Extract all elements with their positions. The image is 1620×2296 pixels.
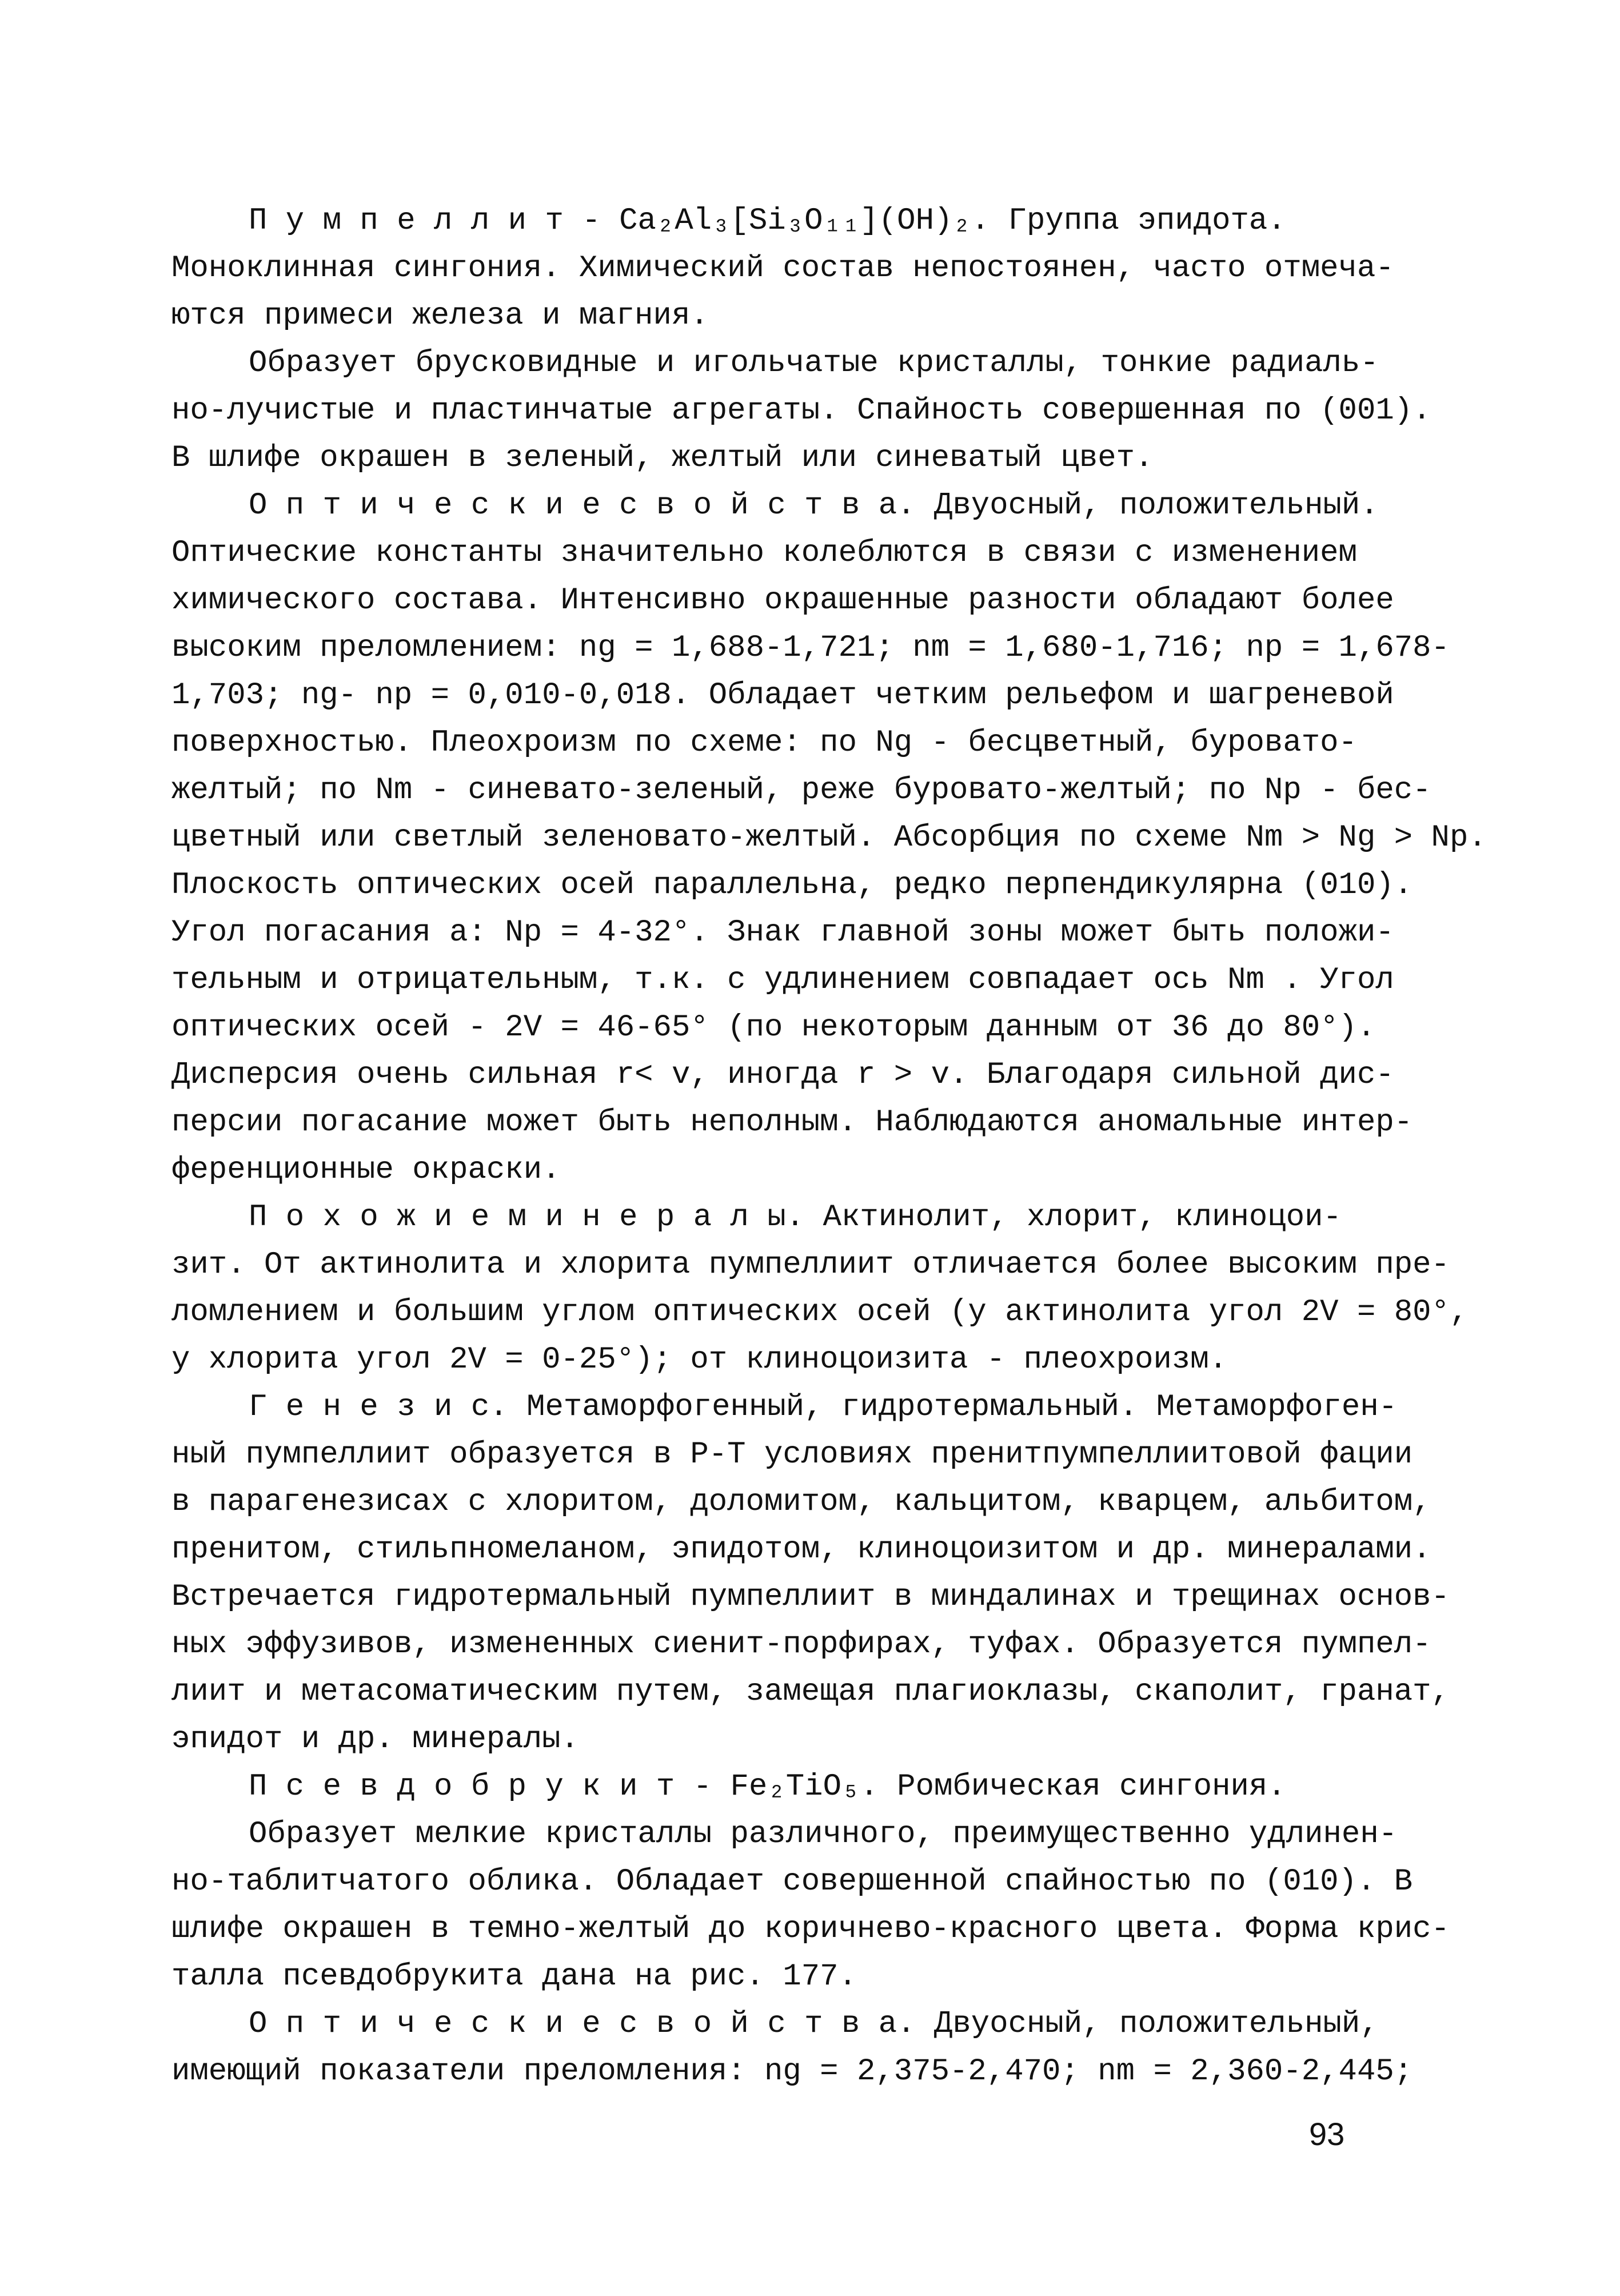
text-line: эпидот и др. минералы.	[171, 1722, 579, 1757]
text-line: П о х о ж и е м и н е р а л ы. Актинолит, хлорит, клиноцои-	[249, 1200, 1342, 1235]
text-line: в парагенезисах с хлоритом, доломитом, кальцитом, кварцем, альбитом,	[171, 1485, 1431, 1520]
text-line: Дисперсия очень сильная r< v, иногда r > v. Благодаря сильной дис-	[171, 1058, 1394, 1093]
text-line: персии погасание может быть неполным. Наблюдаются аномальные интер-	[171, 1105, 1413, 1140]
text-line: химического состава. Интенсивно окрашенные разности обладают более	[171, 583, 1394, 618]
text-line: желтый; по Nm - синевато-зеленый, реже буровато-желтый; по Np - бес-	[171, 773, 1431, 808]
text-line: Встречается гидротермальный пумпеллиит в миндалинах и трещинах основ-	[171, 1580, 1450, 1615]
document-text	[171, 197, 1487, 2095]
text-line: лиит и метасоматическим путем, замещая плагиоклазы, скаполит, гранат,	[171, 1675, 1450, 1709]
text-line: В шлифе окрашен в зеленый, желтый или синеватый цвет.	[171, 441, 1154, 476]
text-line: П у м п е л л и т - Ca₂Al₃[Si₃O₁₁](OH)₂. Группа эпидота.	[249, 204, 1286, 238]
text-line: ются примеси железа и магния.	[171, 298, 709, 333]
text-line: ный пумпеллиит образуется в P-T условиях пренитпумпеллиитовой фации	[171, 1437, 1413, 1472]
text-line: шлифе окрашен в темно-желтый до коричнево-красного цвета. Форма крис-	[171, 1912, 1450, 1947]
text-line: Г е н е з и с. Метаморфогенный, гидротермальный. Метаморфоген-	[249, 1390, 1398, 1425]
text-line: но-лучистые и пластинчатые агрегаты. Спайность совершенная по (001).	[171, 393, 1431, 428]
text-line: 1,703; ng- np = 0,010-0,018. Обладает четким рельефом и шагреневой	[171, 678, 1394, 713]
text-line: О п т и ч е с к и е с в о й с т в а. Двуосный, положительный.	[249, 488, 1379, 523]
text-line: Оптические константы значительно колеблются в связи с изменением	[171, 536, 1357, 571]
text-line: О п т и ч е с к и е с в о й с т в а. Двуосный, положительный,	[249, 2007, 1379, 2042]
text-line: зит. От актинолита и хлорита пумпеллиит отличается более высоким пре-	[171, 1247, 1450, 1282]
text-line: Образует брусковидные и игольчатые кристаллы, тонкие радиаль-	[249, 346, 1379, 381]
text-line: Моноклинная сингония. Химический состав непостоянен, часто отмеча-	[171, 251, 1394, 286]
page-number: 93	[1309, 2116, 1345, 2152]
text-line: цветный или светлый зеленовато-желтый. Абсорбция по схеме Nm > Ng > Np.	[171, 820, 1487, 855]
text-line: у хлорита угол 2V = 0-25°); от клиноцоизита - плеохроизм.	[171, 1342, 1228, 1377]
text-line: ных эффузивов, измененных сиенит-порфирах, туфах. Образуется пумпел-	[171, 1627, 1431, 1662]
text-line: Образует мелкие кристаллы различного, преимущественно удлинен-	[249, 1817, 1398, 1852]
text-line: ломлением и большим углом оптических осей (у актинолита угол 2V = 80°,	[171, 1295, 1469, 1330]
text-line: ференционные окраски.	[171, 1153, 561, 1187]
text-line: пренитом, стильпномеланом, эпидотом, клиноцоизитом и др. минералами.	[171, 1532, 1431, 1567]
text-line: имеющий показатели преломления: ng = 2,375-2,470; nm = 2,360-2,445;	[171, 2054, 1413, 2089]
text-line: оптических осей - 2V = 46-65° (по некоторым данным от 36 до 80°).	[171, 1010, 1376, 1045]
text-line: поверхностью. Плеохроизм по схеме: по Ng - бесцветный, буровато-	[171, 726, 1357, 760]
text-line: но-таблитчатого облика. Обладает совершенной спайностью по (010). В	[171, 1864, 1413, 1899]
text-line: высоким преломлением: ng = 1,688-1,721; nm = 1,680-1,716; np = 1,678-	[171, 631, 1450, 665]
text-line: П с е в д о б р у к и т - Fe₂TiO₅. Ромбическая сингония.	[249, 1769, 1286, 1804]
text-line: Плоскость оптических осей параллельна, редко перпендикулярна (010).	[171, 868, 1413, 903]
text-line: тельным и отрицательным, т.к. с удлинением совпадает ось Nm . Угол	[171, 963, 1394, 998]
text-line: талла псевдобрукита дана на рис. 177.	[171, 1959, 857, 1994]
text-line: Угол погасания a: Np = 4-32°. Знак главной зоны может быть положи-	[171, 915, 1394, 950]
